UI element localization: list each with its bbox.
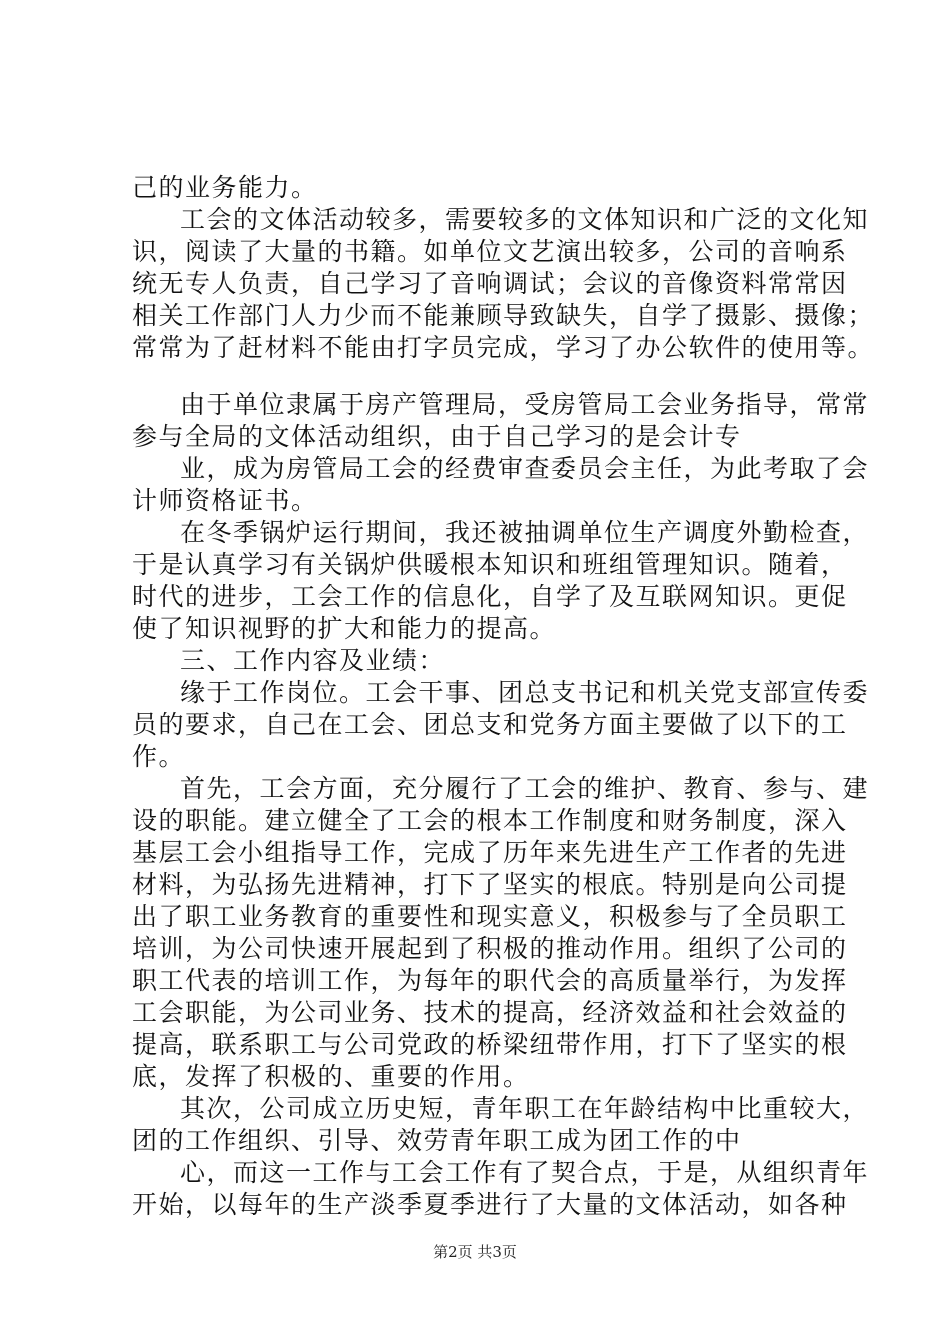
text-line: 设的职能。建立健全了工会的根本工作制度和财务制度，深入 xyxy=(132,806,848,835)
text-line: 时代的进步，工会工作的信息化，自学了及互联网知识。更促 xyxy=(132,582,848,611)
text-line: 识，阅读了大量的书籍。如单位文艺演出较多，公司的音响系 xyxy=(132,237,848,266)
text-line: 在冬季锅炉运行期间，我还被抽调单位生产调度外勤检查， xyxy=(180,518,870,547)
text-line: 于是认真学习有关锅炉供暖根本知识和班组管理知识。随着， xyxy=(132,550,848,579)
text-line: 己的业务能力。 xyxy=(132,173,318,202)
text-line: 由于单位隶属于房产管理局，受房管局工会业务指导，常常 xyxy=(180,390,870,419)
text-line: 团的工作组织、引导、效劳青年职工成为团工作的中 xyxy=(132,1126,742,1155)
text-line: 材料，为弘扬先进精神，打下了坚实的根底。特别是向公司提 xyxy=(132,870,848,899)
text-line: 统无专人负责，自己学习了音响调试；会议的音像资料常常因 xyxy=(132,269,848,298)
text-line: 工会职能，为公司业务、技术的提高，经济效益和社会效益的 xyxy=(132,998,848,1027)
text-line: 员的要求，自己在工会、团总支和党务方面主要做了以下的工 xyxy=(132,710,848,739)
text-line: 计师资格证书。 xyxy=(132,486,318,515)
text-line: 常常为了赶材料不能由打字员完成，学习了办公软件的使用等。 xyxy=(132,333,875,362)
text-line: 基层工会小组指导工作，完成了历年来先进生产工作者的先进 xyxy=(132,838,848,867)
text-line: 工会的文体活动较多，需要较多的文体知识和广泛的文化知 xyxy=(180,205,870,234)
text-line: 提高，联系职工与公司党政的桥梁纽带作用，打下了坚实的根 xyxy=(132,1030,848,1059)
text-line: 首先，工会方面，充分履行了工会的维护、教育、参与、建 xyxy=(180,774,870,803)
text-line: 使了知识视野的扩大和能力的提高。 xyxy=(132,614,557,643)
text-line: 职工代表的培训工作，为每年的职代会的高质量举行，为发挥 xyxy=(132,966,848,995)
text-line: 相关工作部门人力少而不能兼顾导致缺失，自学了摄影、摄像； xyxy=(132,301,875,330)
text-line: 心，而这一工作与工会工作有了契合点，于是，从组织青年 xyxy=(180,1158,870,1187)
page-number-footer: 第2页 共3页 xyxy=(433,1243,517,1261)
text-line: 底，发挥了积极的、重要的作用。 xyxy=(132,1062,530,1091)
text-line: 参与全局的文体活动组织，由于自己学习的是会计专 xyxy=(132,422,742,451)
section-heading: 三、工作内容及业绩： xyxy=(180,646,446,675)
text-line: 出了职工业务教育的重要性和现实意义，积极参与了全员职工 xyxy=(132,902,848,931)
text-line: 开始，以每年的生产淡季夏季进行了大量的文体活动，如各种 xyxy=(132,1190,848,1219)
text-line: 缘于工作岗位。工会干事、团总支书记和机关党支部宣传委 xyxy=(180,678,870,707)
text-line: 作。 xyxy=(132,742,186,771)
text-line: 培训，为公司快速开展起到了积极的推动作用。组织了公司的 xyxy=(132,934,848,963)
text-line: 其次，公司成立历史短，青年职工在年龄结构中比重较大， xyxy=(180,1094,870,1123)
text-line: 业，成为房管局工会的经费审查委员会主任，为此考取了会 xyxy=(180,454,870,483)
